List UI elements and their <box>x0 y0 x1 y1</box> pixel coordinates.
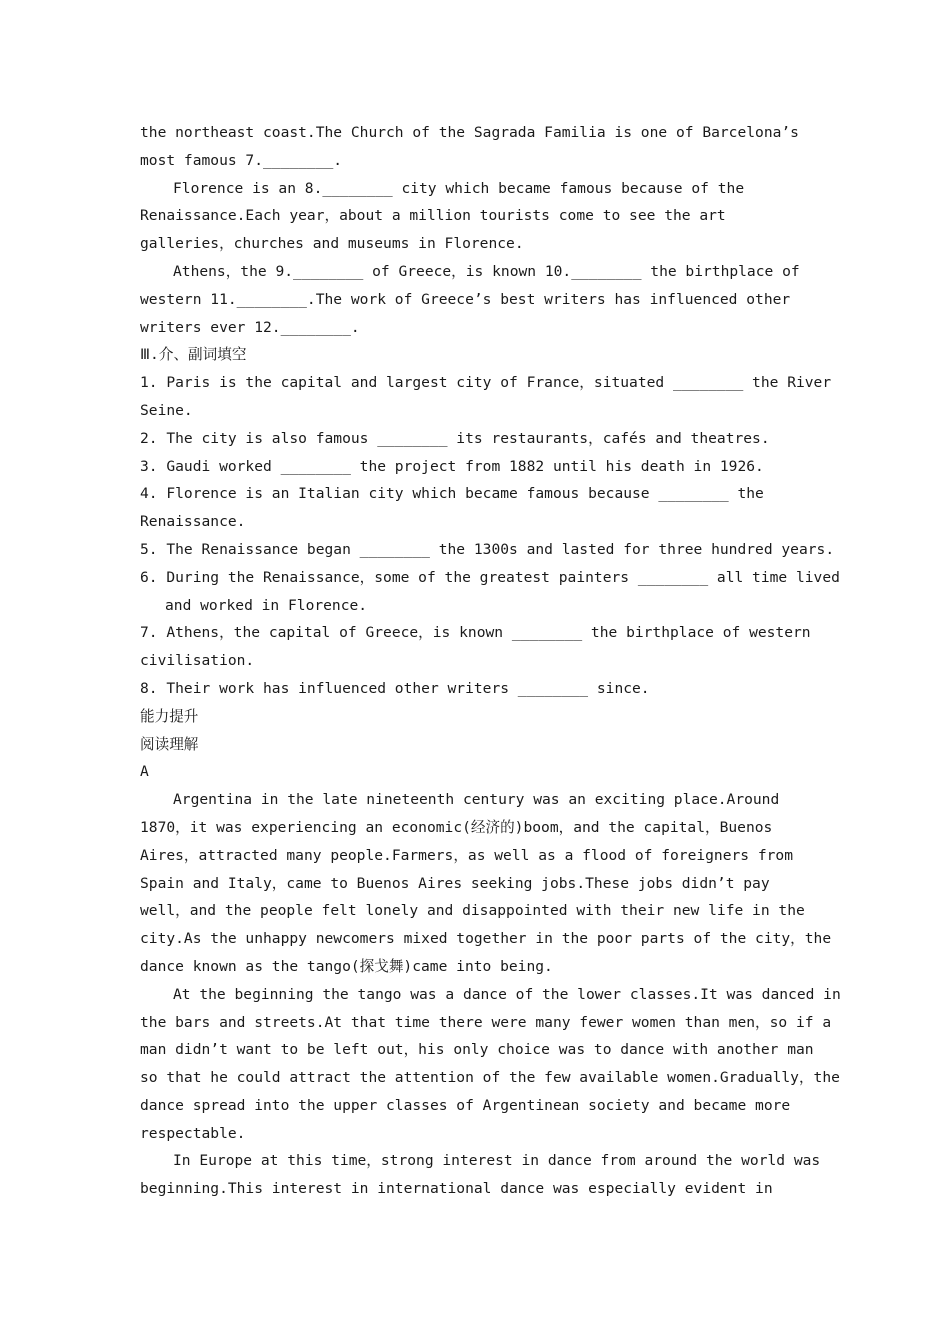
text-line: respectable. <box>140 1124 246 1142</box>
text-line: 阅读理解 <box>140 735 199 753</box>
text-line: civilisation. <box>140 652 255 670</box>
text-line: 4. Florence is an Italian city which became famous because ________ the <box>140 485 764 503</box>
text-line: Florence is an 8.________ city which became famous because of the <box>173 179 745 197</box>
text-line: writers ever 12.________. <box>140 318 360 336</box>
text-line: and worked in Florence. <box>165 596 368 614</box>
text-line: 6. During the Renaissance，some of the greatest painters ________ all time lived <box>140 568 840 586</box>
text-line: In Europe at this time，strong interest in dance from around the world was <box>173 1152 821 1170</box>
text-line: Renaissance.Each year，about a million tourists come to see the art <box>140 207 726 225</box>
document-page <box>140 119 841 1203</box>
text-line: 3. Gaudi worked ________ the project from 1882 until his death in 1926. <box>140 457 764 475</box>
text-line: most famous 7.________. <box>140 151 343 169</box>
text-line: Argentina in the late nineteenth century was an exciting place.Around <box>173 791 780 809</box>
text-line: 2. The city is also famous ________ its restaurants，cafés and theatres. <box>140 429 770 447</box>
text-line: 1870，it was experiencing an economic(经济的)boom，and the capital，Buenos <box>140 818 773 836</box>
text-line: city.As the unhappy newcomers mixed together in the poor parts of the city，the <box>140 930 832 948</box>
text-line: Ⅲ.介、副词填空 <box>140 346 247 364</box>
text-line: galleries，churches and museums in Florence. <box>140 235 524 253</box>
text-line: dance spread into the upper classes of Argentinean society and became more <box>140 1096 791 1114</box>
text-line: Renaissance. <box>140 513 246 531</box>
text-line: 能力提升 <box>140 707 199 725</box>
text-line: 5. The Renaissance began ________ the 1300s and lasted for three hundred years. <box>140 540 835 558</box>
text-line: beginning.This interest in international dance was especially evident in <box>140 1180 773 1198</box>
text-line: man didn’t want to be left out，his only choice was to dance with another man <box>140 1041 814 1059</box>
text-line: Aires，attracted many people.Farmers，as well as a flood of foreigners from <box>140 846 794 864</box>
text-line: 8. Their work has influenced other writers ________ since. <box>140 679 650 697</box>
text-line: the northeast coast.The Church of the Sagrada Familia is one of Barcelona’s <box>140 124 799 141</box>
text-line: Athens，the 9.________ of Greece，is known 10.________ the birthplace of <box>173 262 800 280</box>
text-line: At the beginning the tango was a dance of the lower classes.It was danced in <box>173 985 841 1003</box>
text-line: well，and the people felt lonely and disappointed with their new life in the <box>140 902 805 920</box>
text-line: western 11.________.The work of Greece’s best writers has influenced other <box>140 290 791 308</box>
text-line: so that he could attract the attention of the few available women.Gradually，the <box>140 1069 840 1087</box>
text-line: 1. Paris is the capital and largest city of France，situated ________ the River <box>140 374 832 392</box>
text-line: the bars and streets.At that time there were many fewer women than men，so if a <box>140 1013 832 1031</box>
text-line: Spain and Italy，came to Buenos Aires seeking jobs.These jobs didn’t pay <box>140 874 770 892</box>
text-line: Seine. <box>140 401 193 419</box>
text-line: 7. Athens，the capital of Greece，is known ________ the birthplace of western <box>140 624 811 642</box>
text-line: A <box>140 763 149 781</box>
text-line: dance known as the tango(探戈舞)came into being. <box>140 957 553 975</box>
